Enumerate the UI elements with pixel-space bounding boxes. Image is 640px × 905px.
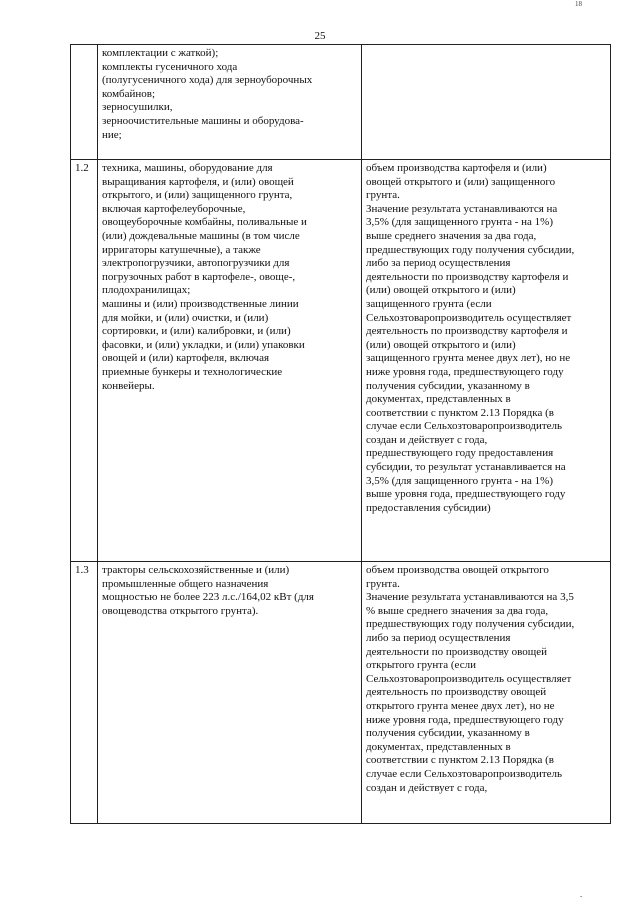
result-line: объем производства картофеля и (или): [366, 162, 547, 174]
equipment-line: плодохранилищах;: [102, 284, 191, 297]
equipment-line: овощей и (или) картофеля, включая: [102, 352, 270, 365]
result-line: предшествующего году предоставления: [366, 447, 554, 460]
equipment-line: конвейеры.: [102, 379, 155, 392]
result-line: 3,5% (для защищенного грунта - на 1%): [366, 474, 554, 487]
result-line: Значение результата устанавливаются на 3,5: [366, 591, 574, 604]
equipment-line: электропогрузчики, автопогрузчики для: [102, 257, 290, 270]
equipment-cell: [98, 160, 362, 562]
result-line: ниже уровня года, предшествующего году: [366, 713, 564, 726]
equipment-cell: [98, 45, 362, 160]
result-line: защищенного грунта менее двух лет), но не: [366, 352, 571, 365]
corner-mark-bottom: -: [580, 892, 583, 900]
table-row: [71, 45, 611, 160]
result-line: ниже уровня года, предшествующего году: [366, 365, 564, 378]
result-line: либо за период осуществления: [366, 257, 511, 270]
table-body: [71, 45, 611, 824]
result-line: 3,5% (для защищенного грунта - на 1%): [366, 216, 554, 229]
result-line: выше уровня года, предшествующего году: [366, 488, 566, 501]
result-line: Сельхозтоваропроизводитель осуществляет: [366, 672, 572, 685]
result-line: овощей открытого и (или) защищенного: [366, 175, 556, 188]
result-cell: [362, 160, 611, 562]
result-line: Значение результата устанавливаются на: [366, 202, 558, 215]
equipment-line: зерноочистительные машины и оборудова-: [102, 114, 304, 127]
equipment-line: тракторы сельскохозяйственные и (или): [102, 564, 290, 576]
equipment-line: комплектации с жаткой);: [102, 47, 219, 59]
result-line: Сельхозтоваропроизводитель осуществляет: [366, 311, 572, 324]
result-cell: [362, 45, 611, 160]
equipment-line: (полугусеничного хода) для зерноуборочных: [102, 74, 313, 87]
equipment-line: ние;: [102, 128, 122, 141]
result-line: грунта.: [366, 189, 400, 202]
equipment-line: приемные бункеры и технологические: [102, 365, 283, 378]
equipment-line: выращивания картофеля, и (или) овощей: [102, 175, 294, 188]
result-line: открытого грунта (если: [366, 659, 476, 672]
equipment-line: техника, машины, оборудование для: [102, 162, 273, 174]
equipment-line: включая картофелеуборочные,: [102, 202, 246, 215]
result-line: субсидии, то результат устанавливается на: [366, 461, 566, 474]
result-line: либо за период осуществления: [366, 631, 511, 644]
equipment-cell: [98, 562, 362, 824]
result-cell: [362, 562, 611, 824]
result-line: открытого грунта менее двух лет), но не: [366, 699, 555, 712]
result-line: документах, представленных в: [366, 740, 511, 753]
result-line: получения субсидии, указанному в: [366, 727, 530, 740]
equipment-line: комплекты гусеничного хода: [102, 60, 238, 73]
equipment-line: мощностью не более 223 л.с./164,02 кВт (для: [102, 591, 314, 604]
equipment-line: ирригаторы катушечные), а также: [102, 243, 261, 256]
result-line: (или) овощей открытого и (или): [366, 284, 516, 297]
table-row: [71, 562, 611, 824]
equipment-line: зерносушилки,: [102, 101, 173, 114]
result-line: объем производства овощей открытого: [366, 564, 549, 576]
result-line: выше среднего значения за два года,: [366, 229, 537, 242]
result-line: предоставления субсидии): [366, 501, 491, 514]
equipment-line: комбайнов;: [102, 87, 156, 100]
result-line: предшествующих году получения субсидии,: [366, 618, 575, 631]
result-line: соответствии с пунктом 2.13 Порядка (в: [366, 754, 554, 767]
result-line: случае если Сельхозтоваропроизводитель: [366, 767, 563, 780]
result-line: случае если Сельхозтоваропроизводитель: [366, 420, 563, 433]
result-line: создан и действует с года,: [366, 433, 488, 446]
equipment-line: овощеводства открытого грунта).: [102, 604, 259, 617]
corner-mark-top: 18: [575, 0, 582, 8]
result-line: соответствии с пунктом 2.13 Порядка (в: [366, 406, 554, 419]
result-line: создан и действует с года,: [366, 781, 488, 794]
result-line: предшествующих году получения субсидии,: [366, 243, 575, 256]
result-line: (или) овощей открытого и (или): [366, 338, 516, 351]
equipment-line: овощеуборочные комбайны, поливальные и: [102, 216, 307, 229]
result-line: деятельности по производству овощей: [366, 645, 547, 658]
equipment-line: погрузочных работ в картофеле-, овоще-,: [102, 270, 296, 283]
result-line: деятельности по производству картофеля и: [366, 270, 569, 283]
equipment-line: (или) дождевальные машины (в том числе: [102, 229, 300, 242]
row-number: 1.3: [71, 562, 98, 824]
equipment-line: фасовки, и (или) укладки, и (или) упаковки: [102, 338, 305, 351]
equipment-line: машины и (или) производственные линии: [102, 297, 299, 310]
result-line: документах, представленных в: [366, 393, 511, 406]
result-line: защищенного грунта (если: [366, 297, 492, 310]
result-line: деятельность по производству картофеля и: [366, 325, 568, 338]
equipment-line: промышленные общего назначения: [102, 577, 269, 590]
result-line: % выше среднего значения за два года,: [366, 604, 549, 617]
equipment-line: для мойки, и (или) очистки, и (или): [102, 311, 269, 324]
page-number: 25: [314, 30, 326, 42]
result-line: грунта.: [366, 577, 400, 590]
table-row: [71, 160, 611, 562]
equipment-line: открытого, и (или) защищенного грунта,: [102, 189, 293, 202]
result-line: получения субсидии, указанному в: [366, 379, 530, 392]
row-number: 1.2: [71, 160, 98, 562]
row-number: [71, 45, 98, 160]
result-line: деятельность по производству овощей: [366, 686, 547, 699]
equipment-line: сортировки, и (или) калибровки, и (или): [102, 325, 291, 338]
equipment-results-table: [70, 44, 611, 824]
